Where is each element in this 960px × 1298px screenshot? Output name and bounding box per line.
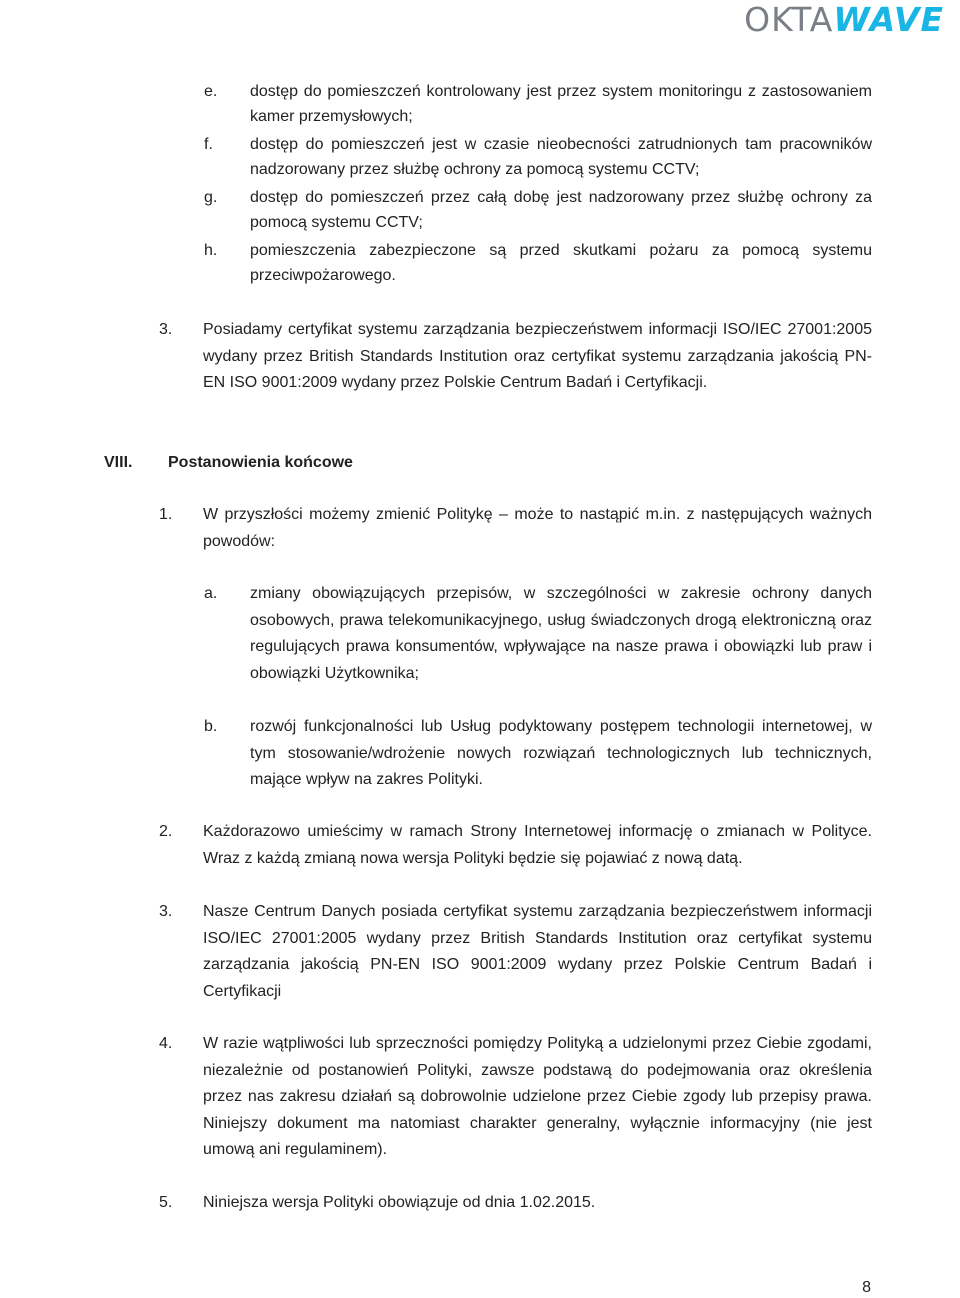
section-title: Postanowienia końcowe [168, 454, 353, 471]
list-item: f. dostęp do pomieszczeń jest w czasie nieobecności zatrudnionych tam pracowników nadzorowany przez służbę ochrony za pomocą systemu CCTV; [204, 136, 872, 178]
numbered-paragraph: 1. W przyszłości możemy zmienić Politykę – może to nastąpić m.in. z następujących ważnych powodów: [159, 506, 872, 550]
list-item: e. dostęp do pomieszczeń kontrolowany jest przez system monitoringu z zastosowaniem kamer przemysłowych; [204, 83, 872, 125]
list-item: b. rozwój funkcjonalności lub Usług podyktowany postępem technologii internetowej, w tym stosowanie/wdrożenie nowych rozwiązań technologicznych lub technicznych, mające wpływ na zakres Polityki. [204, 718, 872, 788]
numbered-paragraph: 3. Nasze Centrum Danych posiada certyfikat systemu zarządzania bezpieczeństwem informacji ISO/IEC 27001:2005 wydany przez British Standards Institution oraz certyfikat systemu zarządzania jakością PN-EN ISO 9001:2009 wydany przez Polskie Centrum Badań i Certyfikacji [159, 903, 872, 1000]
numbered-paragraph: 2. Każdorazowo umieścimy w ramach Strony Internetowej informację o zmianach w Polityce. Wraz z każdą zmianą nowa wersja Polityki będzie się pojawiać z nową datą. [159, 823, 872, 867]
numbered-paragraph: 5. Niniejsza wersja Polityki obowiązuje od dnia 1.02.2015. [159, 1194, 596, 1211]
numbered-paragraph: 4. W razie wątpliwości lub sprzeczności pomiędzy Polityką a udzielonymi przez Ciebie zgodami, niezależnie od postanowień Polityki, zawsze podstawą do podejmowania oraz określenia przez nas zakresu działań są dobrowolnie udzielone przez Ciebie zgody lub przepisy prawa. Niniejszy dokument ma natomiast charakter generalny, wyłącznie informacyjny (nie jest umową ani regulaminem). [159, 1035, 872, 1158]
oktawave-logo: OKTAWAVE [744, 0, 944, 39]
numbered-paragraph: 3. Posiadamy certyfikat systemu zarządzania bezpieczeństwem informacji ISO/IEC 27001:2005 wydany przez British Standards Institution oraz certyfikat systemu zarządzania jakością PN-EN ISO 9001:2009 wydany przez Polskie Centrum Badań i Certyfikacji. [159, 321, 872, 391]
section-number: VIII. [104, 454, 133, 471]
page-number: 8 [862, 1279, 871, 1296]
list-item: a. zmiany obowiązujących przepisów, w szczególności w zakresie ochrony danych osobowych, prawa telekomunikacyjnego, usług świadczonych drogą elektroniczną oraz regulujących prawa konsumentów, wpływające na nasze prawa i obowiązki lub praw i obowiązki Użytkownika; [204, 585, 872, 682]
list-item: g. dostęp do pomieszczeń przez całą dobę jest nadzorowany przez służbę ochrony za pomocą systemu CCTV; [204, 189, 872, 231]
list-item: h. pomieszczenia zabezpieczone są przed skutkami pożaru za pomocą systemu przeciwpożarowego. [204, 242, 872, 284]
